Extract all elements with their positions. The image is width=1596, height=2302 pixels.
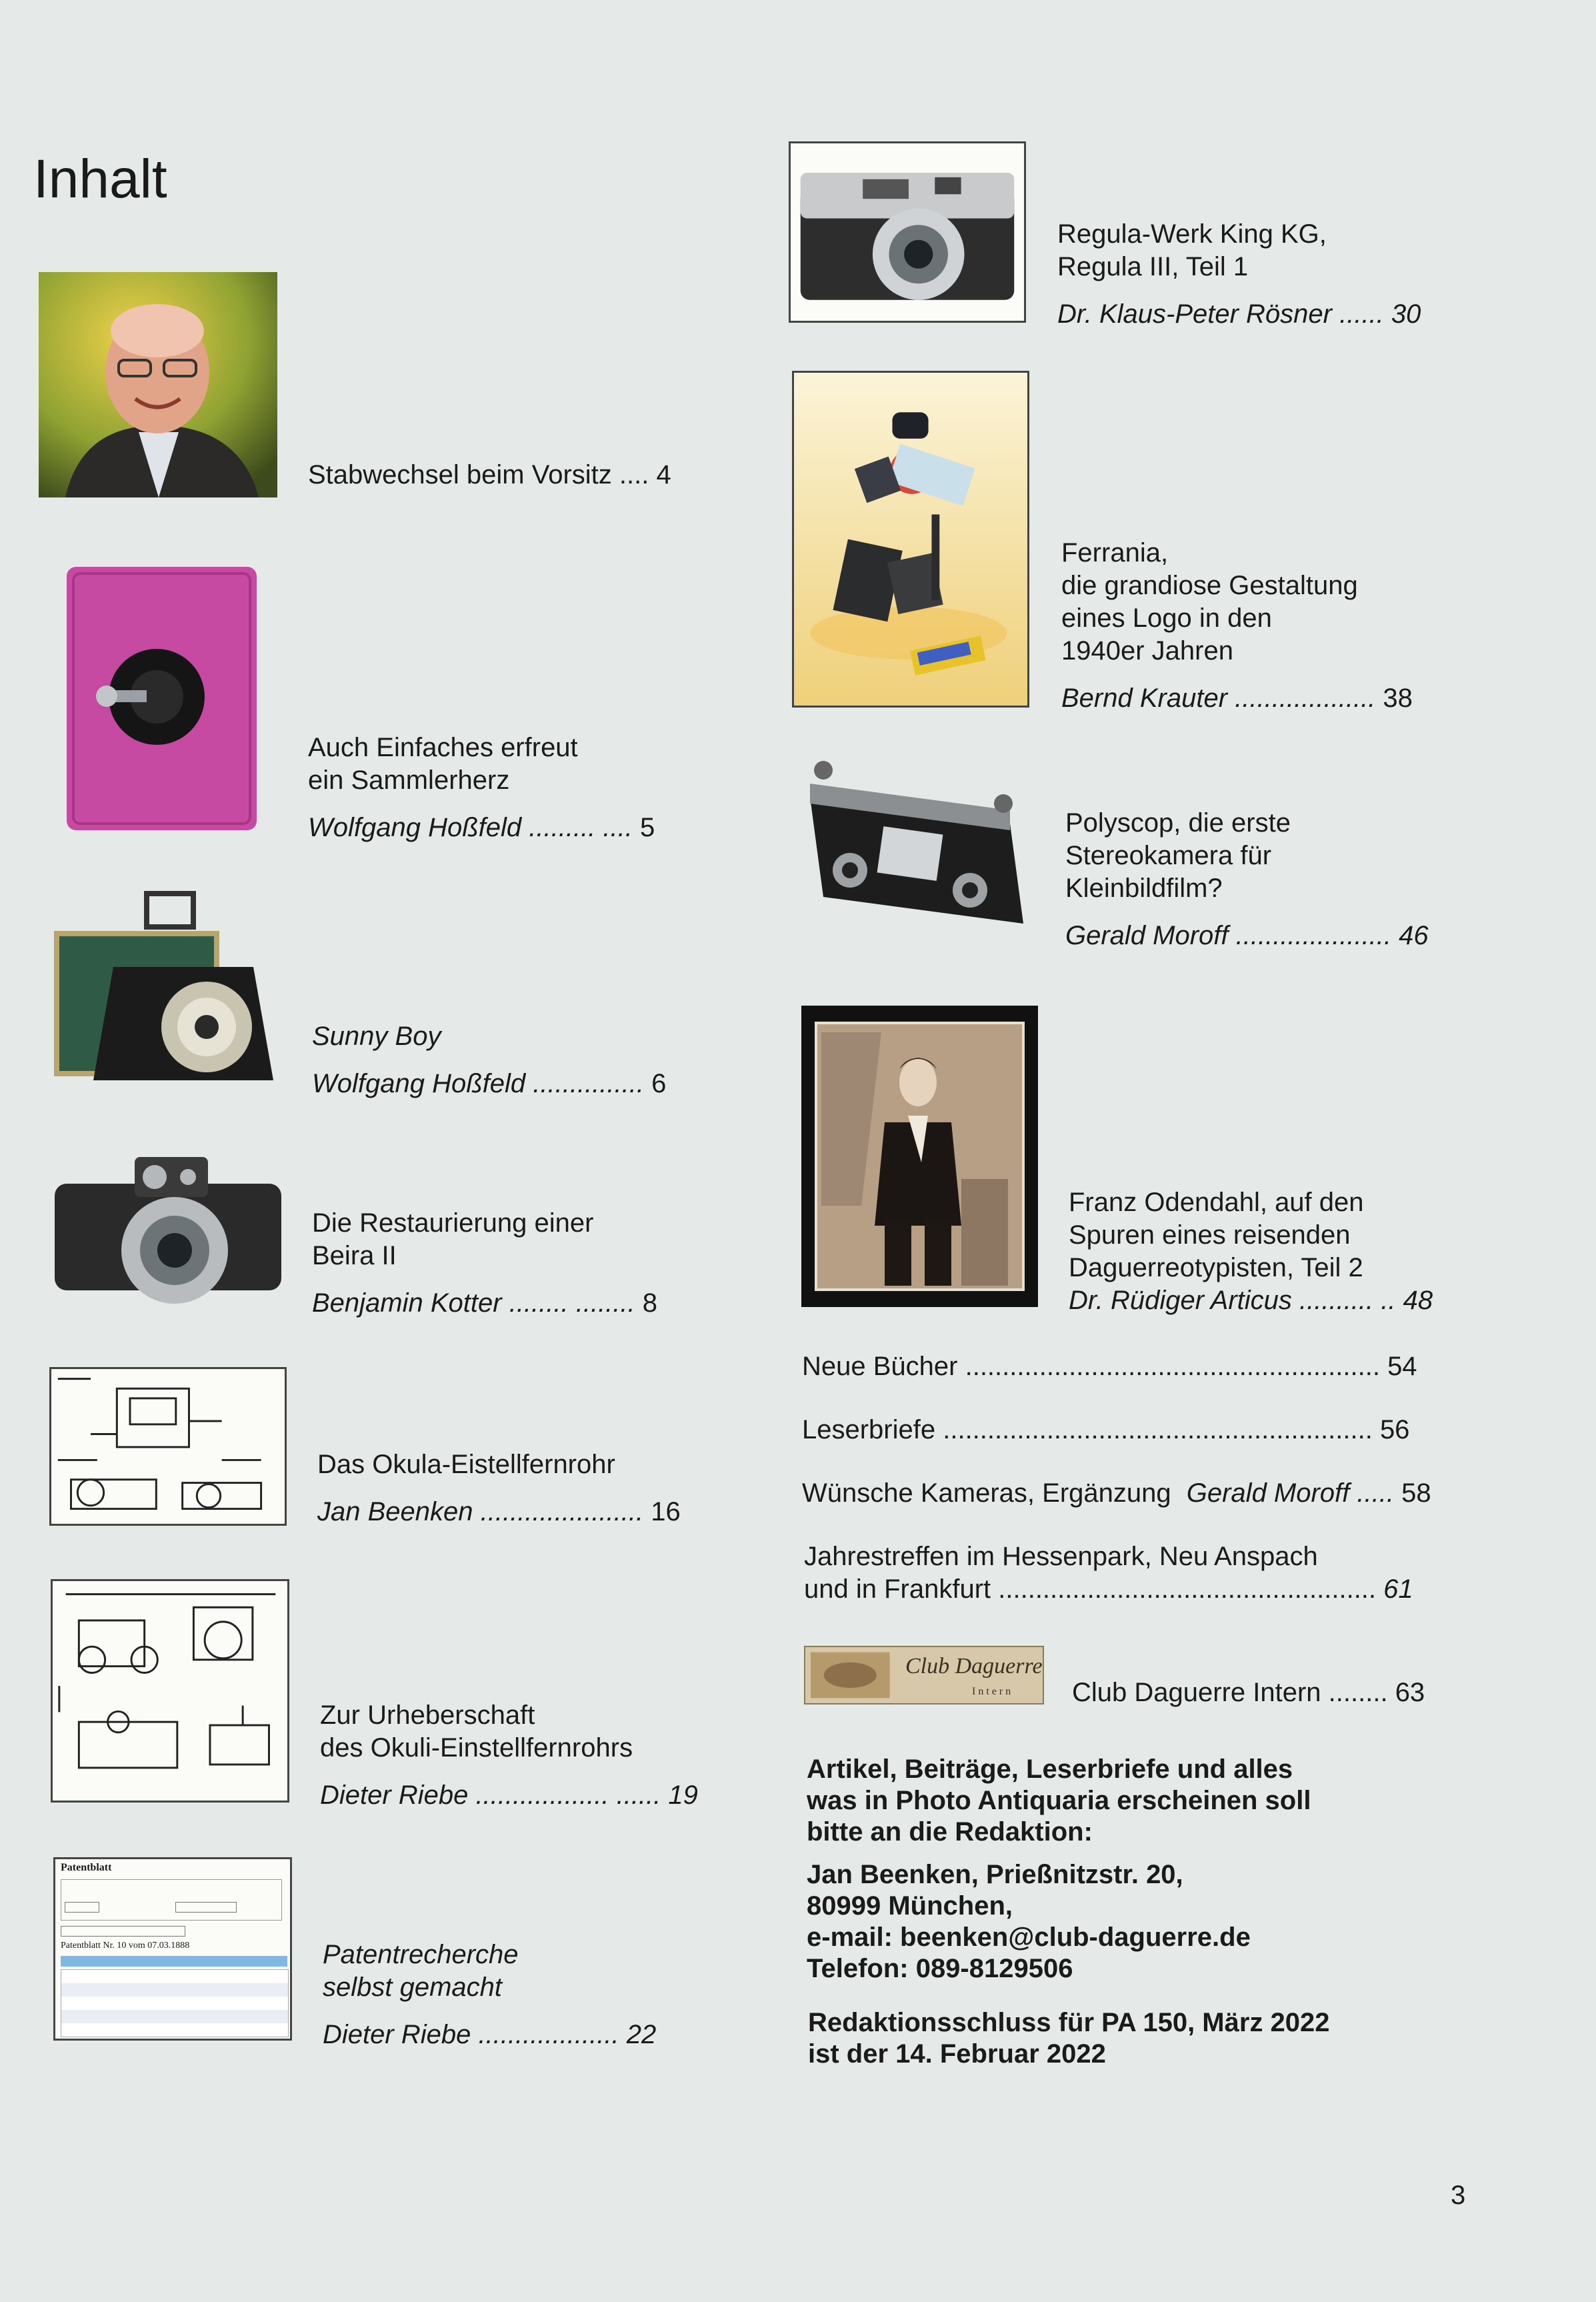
entry-author-line: [320, 1779, 698, 1812]
patent-drawing-okula: [49, 1367, 287, 1526]
entry-page: 5: [639, 813, 655, 842]
entry-title: Spuren eines reisenden: [1069, 1220, 1351, 1250]
entry-page: 8: [642, 1288, 658, 1318]
entry-author: Wolfgang Hoßfeld ......... ....: [308, 813, 633, 842]
entry-page: 61: [1383, 1574, 1413, 1604]
patentblatt-screenshot: [53, 1857, 292, 2041]
entry-odendahl[interactable]: [1069, 1186, 1433, 1317]
entry-title: Sunny Boy: [312, 1022, 441, 1051]
entry-title: eines Logo in den: [1061, 604, 1272, 633]
club-logo-text: Club Daguerre: [905, 1654, 1043, 1678]
entry-title: Stereokamera für: [1065, 841, 1272, 870]
entry-author-line: [312, 1287, 657, 1320]
email-link[interactable]: e-mail: beenken@club-daguerre.de: [807, 1923, 1251, 1952]
entry-restaurierung[interactable]: [312, 1207, 657, 1320]
entry-title: Franz Odendahl, auf den: [1069, 1188, 1364, 1217]
ferrania-poster-image: [792, 371, 1029, 708]
entry-author-line: [1069, 1284, 1433, 1317]
entry-title: Regula III, Teil 1: [1057, 252, 1249, 281]
entry-page: 63: [1395, 1678, 1425, 1707]
entry-author: Dr. Rüdiger Articus .......... ..: [1069, 1286, 1396, 1315]
entry-patentrecherche[interactable]: [323, 1939, 656, 2051]
entry-ferrania[interactable]: [1061, 537, 1413, 715]
entry-author-line: [312, 1068, 666, 1100]
editorial-line: Artikel, Beiträge, Leserbriefe und alles: [807, 1755, 1293, 1784]
entry-stabwechsel[interactable]: [308, 459, 671, 491]
entry-page: 30: [1391, 299, 1421, 329]
editorial-deadline: [808, 2007, 1330, 2070]
entry-author: Jan Beenken ......................: [317, 1497, 644, 1526]
entry-author: Dr. Klaus-Peter Rösner ......: [1057, 299, 1384, 329]
entry-page: 19: [668, 1781, 698, 1810]
jahrestreffen-line1: Jahrestreffen im Hessenpark, Neu Anspach: [804, 1542, 1318, 1571]
entry-page: 6: [651, 1069, 667, 1098]
entry-auch-einfaches[interactable]: [308, 732, 655, 844]
entry-author-line: [323, 2019, 656, 2051]
sunny-boy-camera-photo: [53, 887, 283, 1094]
entry-regula[interactable]: [1057, 218, 1421, 331]
entry-title: Zur Urheberschaft: [320, 1700, 535, 1730]
editorial-line: bitte an die Redaktion:: [807, 1817, 1093, 1847]
page-title: Inhalt: [33, 149, 167, 209]
entry-page: 16: [651, 1497, 681, 1526]
beira-camera-photo: [55, 1150, 281, 1317]
entry-neue-buecher[interactable]: [802, 1350, 1417, 1383]
entry-title: Regula-Werk King KG,: [1057, 219, 1327, 249]
jahrestreffen-line2-wrap: [804, 1573, 1413, 1606]
entry-author: Wolfgang Hoßfeld ...............: [312, 1069, 644, 1098]
entry-club-daguerre-intern[interactable]: [1072, 1676, 1425, 1709]
entry-okula[interactable]: [317, 1448, 681, 1528]
jahrestreffen-line2: und in Frankfurt ...................................................: [804, 1574, 1377, 1604]
entry-title: Polyscop, die erste: [1065, 808, 1291, 838]
entry-page: 56: [1379, 1415, 1410, 1444]
phone-line: Telefon: 089-8129506: [807, 1954, 1073, 1983]
entry-title: ein Sammlerherz: [308, 766, 510, 795]
entry-title: Stabwechsel beim Vorsitz .... 4: [308, 460, 671, 489]
entry-author: Gerald Moroff .....................: [1065, 921, 1392, 950]
entry-author: Dieter Riebe ...................: [323, 2020, 619, 2049]
entry-title: die grandiose Gestaltung: [1061, 571, 1358, 600]
entry-title: Ferrania,: [1061, 538, 1169, 567]
entry-title: 1940er Jahren: [1061, 636, 1233, 666]
entry-wuensche-kameras[interactable]: [802, 1477, 1431, 1510]
daguerreotype-portrait: [801, 1006, 1038, 1307]
patentblatt-title: Patentblatt: [61, 1862, 112, 1873]
entry-title: Kleinbildfilm?: [1065, 874, 1223, 903]
entry-page: 22: [626, 2020, 657, 2049]
entry-title: selbst gemacht: [323, 1973, 503, 2002]
entry-jahrestreffen[interactable]: [804, 1540, 1413, 1606]
entry-urheberschaft[interactable]: [320, 1699, 698, 1812]
entry-page: 54: [1387, 1352, 1417, 1381]
club-logo-sub: Intern: [972, 1686, 1014, 1697]
polyscop-camera-photo: [803, 757, 1040, 944]
entry-sunny-boy[interactable]: [312, 1020, 666, 1100]
entry-label: Leserbriefe ..........................................................: [802, 1415, 1373, 1444]
editorial-line: was in Photo Antiquaria erscheinen soll: [807, 1786, 1311, 1815]
entry-page: 48: [1403, 1286, 1433, 1315]
entry-label: Neue Bücher ........................................................: [802, 1352, 1380, 1381]
entry-polyscop[interactable]: [1065, 807, 1429, 952]
entry-page: 46: [1399, 921, 1429, 950]
editorial-notice: [807, 1754, 1311, 1848]
patentblatt-line: Patentblatt Nr. 10 vom 07.03.1888: [61, 1941, 190, 1951]
entry-label: Club Daguerre Intern ........: [1072, 1678, 1388, 1707]
entry-title: Daguerreotypisten, Teil 2: [1069, 1253, 1363, 1282]
entry-author: Bernd Krauter ...................: [1061, 684, 1376, 713]
regula-camera-photo: [789, 141, 1026, 323]
entry-title: Patentrecherche: [323, 1940, 519, 1969]
entry-author-line: [308, 812, 655, 844]
page-number: 3: [1451, 2181, 1466, 2210]
portrait-photo: [39, 272, 277, 497]
address-line: 80999 München,: [807, 1891, 1013, 1921]
entry-page: 38: [1383, 684, 1413, 713]
entry-author-line: [1057, 298, 1421, 331]
entry-title: des Okuli-Einstellfernrohrs: [320, 1733, 633, 1763]
entry-author-line: [317, 1496, 681, 1528]
entry-title: Beira II: [312, 1241, 397, 1270]
entry-label: Wünsche Kameras, Ergänzung: [802, 1478, 1171, 1508]
deadline-line: Redaktionsschluss für PA 150, März 2022: [808, 2008, 1330, 2037]
entry-page: 58: [1401, 1478, 1431, 1508]
pink-camera-photo: [67, 567, 257, 830]
entry-author-line: [1065, 920, 1429, 952]
entry-author: Benjamin Kotter ........ ........: [312, 1288, 635, 1318]
entry-title: Auch Einfaches erfreut: [308, 733, 578, 762]
entry-title: Das Okula-Eistellfernrohr: [317, 1450, 615, 1479]
entry-author-line: [1061, 682, 1413, 715]
entry-leserbriefe[interactable]: [802, 1414, 1409, 1446]
entry-title: Die Restaurierung einer: [312, 1208, 594, 1238]
club-daguerre-logo: [804, 1646, 1044, 1704]
address-line: Jan Beenken, Prießnitzstr. 20,: [807, 1860, 1183, 1889]
entry-author: Dieter Riebe .................. ......: [320, 1781, 661, 1810]
patent-drawing-okuli: [51, 1579, 289, 1803]
entry-author: Gerald Moroff .....: [1186, 1478, 1394, 1508]
deadline-line: ist der 14. Februar 2022: [808, 2039, 1106, 2069]
editorial-address: [807, 1859, 1251, 1985]
